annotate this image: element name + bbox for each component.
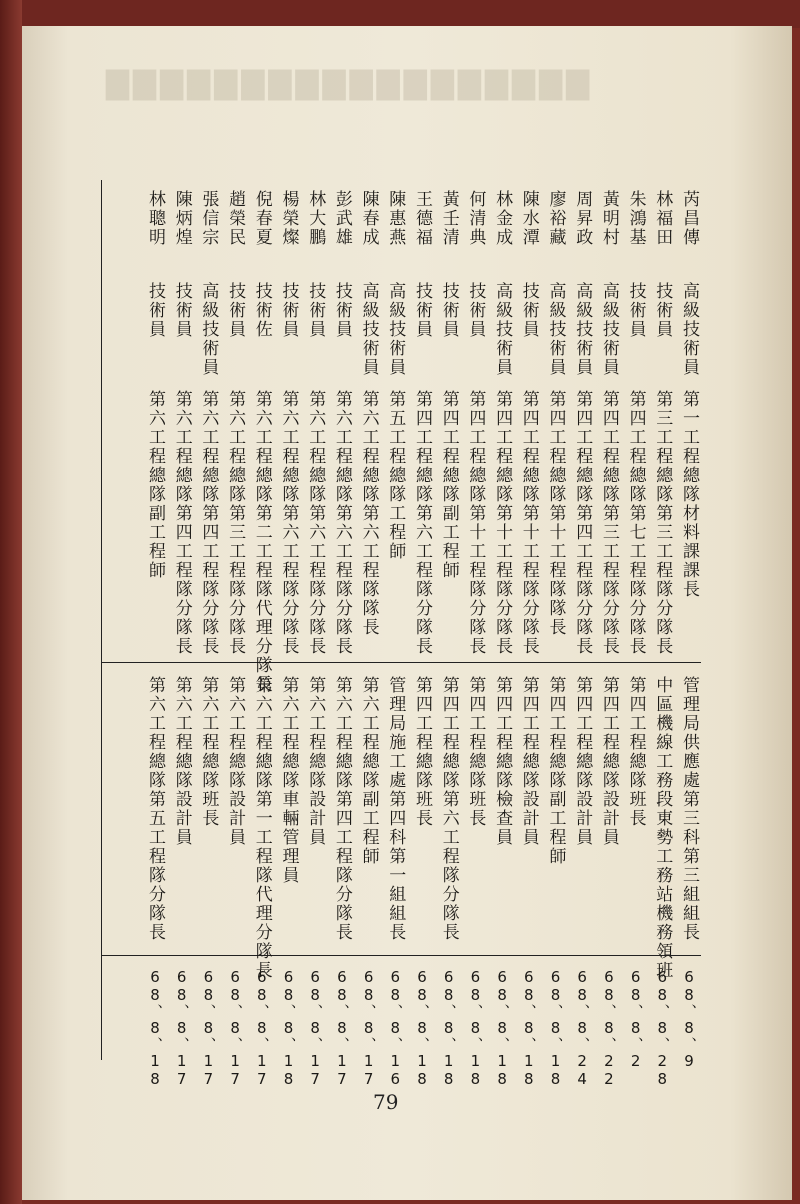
previous-post: 第四工程總隊第十工程隊分隊長 bbox=[518, 390, 539, 656]
new-post: 第四工程總隊設計員 bbox=[518, 676, 539, 847]
previous-post: 第六工程總隊第三工程隊分隊長 bbox=[225, 390, 246, 656]
previous-post: 第五工程總隊工程師 bbox=[385, 390, 406, 561]
table-date-rule bbox=[101, 955, 701, 956]
previous-post: 第六工程總隊第四工程隊分隊長 bbox=[198, 390, 219, 656]
job-title: 高級技術員 bbox=[572, 282, 593, 377]
page-number: 79 bbox=[373, 1090, 399, 1114]
new-post: 第四工程總隊設計員 bbox=[598, 676, 619, 847]
new-post: 第四工程總隊副工程師 bbox=[545, 676, 566, 866]
new-post: 第六工程總隊班長 bbox=[198, 676, 219, 828]
effective-date: 68、8、18 bbox=[279, 968, 298, 1088]
new-post: 第四工程總隊檢查員 bbox=[492, 676, 513, 847]
effective-date: 68、8、2 bbox=[626, 968, 645, 1070]
job-title: 高級技術員 bbox=[358, 282, 379, 377]
effective-date: 68、8、18 bbox=[146, 968, 164, 1088]
person-name: 陳春成 bbox=[358, 190, 379, 247]
effective-date: 68、8、9 bbox=[680, 968, 698, 1070]
effective-date: 68、8、17 bbox=[332, 968, 351, 1088]
previous-post: 第四工程總隊第三工程隊分隊長 bbox=[598, 390, 619, 656]
person-name: 朱鴻基 bbox=[625, 190, 646, 247]
person-name: 陳水潭 bbox=[518, 190, 539, 247]
previous-post: 第四工程總隊第六工程隊分隊長 bbox=[412, 390, 432, 656]
person-name: 張信宗 bbox=[198, 190, 219, 247]
new-post: 管理局供應處第三科第三組組長 bbox=[679, 676, 699, 942]
job-title: 技術員 bbox=[331, 282, 352, 339]
new-post: 第六工程總隊第五工程隊分隊長 bbox=[145, 676, 165, 942]
job-title: 技術員 bbox=[278, 282, 299, 339]
previous-post: 第六工程總隊第四工程隊分隊長 bbox=[171, 390, 192, 656]
person-name: 林福田 bbox=[652, 190, 673, 247]
previous-post: 第六工程總隊第六工程隊分隊長 bbox=[331, 390, 352, 656]
book-cover bbox=[0, 0, 800, 28]
previous-post: 第四工程總隊副工程師 bbox=[438, 390, 459, 580]
job-title: 技術員 bbox=[145, 282, 165, 339]
new-post: 第四工程總隊班長 bbox=[625, 676, 646, 828]
person-name: 周昇政 bbox=[572, 190, 593, 247]
job-title: 高級技術員 bbox=[679, 282, 699, 377]
effective-date: 68、8、17 bbox=[252, 968, 271, 1088]
new-post: 第六工程總隊車輛管理員 bbox=[278, 676, 299, 885]
person-name: 陳惠燕 bbox=[385, 190, 406, 247]
person-name: 陳炳煌 bbox=[171, 190, 192, 247]
effective-date: 68、8、24 bbox=[573, 968, 592, 1088]
new-post: 第四工程總隊第六工程隊分隊長 bbox=[438, 676, 459, 942]
job-title: 技術員 bbox=[625, 282, 646, 339]
effective-date: 68、8、18 bbox=[439, 968, 458, 1088]
new-post: 第四工程總隊設計員 bbox=[572, 676, 593, 847]
effective-date: 68、8、17 bbox=[199, 968, 218, 1088]
effective-date: 68、8、18 bbox=[546, 968, 565, 1088]
job-title: 高級技術員 bbox=[385, 282, 406, 377]
previous-post: 第四工程總隊第十工程隊分隊長 bbox=[492, 390, 513, 656]
effective-date: 68、8、18 bbox=[519, 968, 538, 1088]
person-name: 廖裕藏 bbox=[545, 190, 566, 247]
job-title: 技術員 bbox=[518, 282, 539, 339]
new-post: 第六工程總隊設計員 bbox=[305, 676, 326, 847]
previous-post: 第四工程總隊第十工程隊隊長 bbox=[545, 390, 566, 637]
new-post: 第四工程總隊班長 bbox=[465, 676, 486, 828]
job-title: 高級技術員 bbox=[598, 282, 619, 377]
person-name: 黃明村 bbox=[598, 190, 619, 247]
effective-date: 68、8、18 bbox=[466, 968, 485, 1088]
new-post: 第六工程總隊設計員 bbox=[171, 676, 192, 847]
person-name: 倪春夏 bbox=[251, 190, 272, 247]
job-title: 技術員 bbox=[438, 282, 459, 339]
new-post: 第四工程總隊班長 bbox=[412, 676, 432, 828]
new-post: 管理局施工處第四科第一組組長 bbox=[385, 676, 406, 942]
table-left-rule bbox=[101, 180, 102, 1060]
previous-post: 第六工程總隊副工程師 bbox=[145, 390, 165, 580]
previous-post: 第一工程總隊材料課課長 bbox=[679, 390, 699, 599]
previous-post: 第六工程總隊第六工程隊分隊長 bbox=[278, 390, 299, 656]
effective-date: 68、8、18 bbox=[493, 968, 512, 1088]
new-post: 第六工程總隊第一工程隊代理分隊長 bbox=[251, 676, 272, 980]
person-name: 林大鵬 bbox=[305, 190, 326, 247]
person-name: 楊榮燦 bbox=[278, 190, 299, 247]
person-name: 林聰明 bbox=[145, 190, 165, 247]
effective-date: 68、8、18 bbox=[413, 968, 431, 1088]
person-name: 芮昌傳 bbox=[679, 190, 699, 247]
job-title: 高級技術員 bbox=[545, 282, 566, 377]
job-title: 高級技術員 bbox=[198, 282, 219, 377]
person-name: 何清典 bbox=[465, 190, 486, 247]
person-name: 彭武雄 bbox=[331, 190, 352, 247]
previous-post: 第六工程總隊第六工程隊隊長 bbox=[358, 390, 379, 637]
book-spine bbox=[0, 0, 22, 1204]
new-post: 第六工程總隊設計員 bbox=[225, 676, 246, 847]
previous-post: 第四工程總隊第四工程隊分隊長 bbox=[572, 390, 593, 656]
job-title: 技術員 bbox=[305, 282, 326, 339]
effective-date: 68、8、16 bbox=[386, 968, 405, 1088]
job-title: 技術員 bbox=[465, 282, 486, 339]
person-name: 趙榮民 bbox=[225, 190, 246, 247]
person-name: 黃壬清 bbox=[438, 190, 459, 247]
effective-date: 68、8、22 bbox=[599, 968, 618, 1088]
previous-post: 第三工程總隊第三工程隊分隊長 bbox=[652, 390, 673, 656]
job-title: 技術員 bbox=[412, 282, 432, 339]
effective-date: 68、8、28 bbox=[653, 968, 672, 1088]
effective-date: 68、8、17 bbox=[359, 968, 378, 1088]
table-middle-rule bbox=[101, 662, 701, 663]
job-title: 技術員 bbox=[171, 282, 192, 339]
previous-post: 第四工程總隊第七工程隊分隊長 bbox=[625, 390, 646, 656]
job-title: 高級技術員 bbox=[492, 282, 513, 377]
effective-date: 68、8、17 bbox=[172, 968, 191, 1088]
effective-date: 68、8、17 bbox=[306, 968, 325, 1088]
person-name: 林金成 bbox=[492, 190, 513, 247]
job-title: 技術員 bbox=[652, 282, 673, 339]
new-post: 中區機線工務段東勢工務站機務領班 bbox=[652, 676, 673, 980]
job-title: 技術佐 bbox=[251, 282, 272, 339]
effective-date: 68、8、17 bbox=[226, 968, 245, 1088]
previous-post: 第六工程總隊第二工程隊代理分隊長 bbox=[251, 390, 272, 694]
new-post: 第六工程總隊副工程師 bbox=[358, 676, 379, 866]
previous-post: 第六工程總隊第六工程隊分隊長 bbox=[305, 390, 326, 656]
job-title: 技術員 bbox=[225, 282, 246, 339]
previous-post: 第四工程總隊第十工程隊分隊長 bbox=[465, 390, 486, 656]
person-name: 王德福 bbox=[412, 190, 432, 247]
new-post: 第六工程總隊第四工程隊分隊長 bbox=[331, 676, 352, 942]
bleed-through-text: ▇▇▇▇▇▇▇▇▇▇▇▇▇▇▇▇▇▇ bbox=[102, 66, 590, 101]
